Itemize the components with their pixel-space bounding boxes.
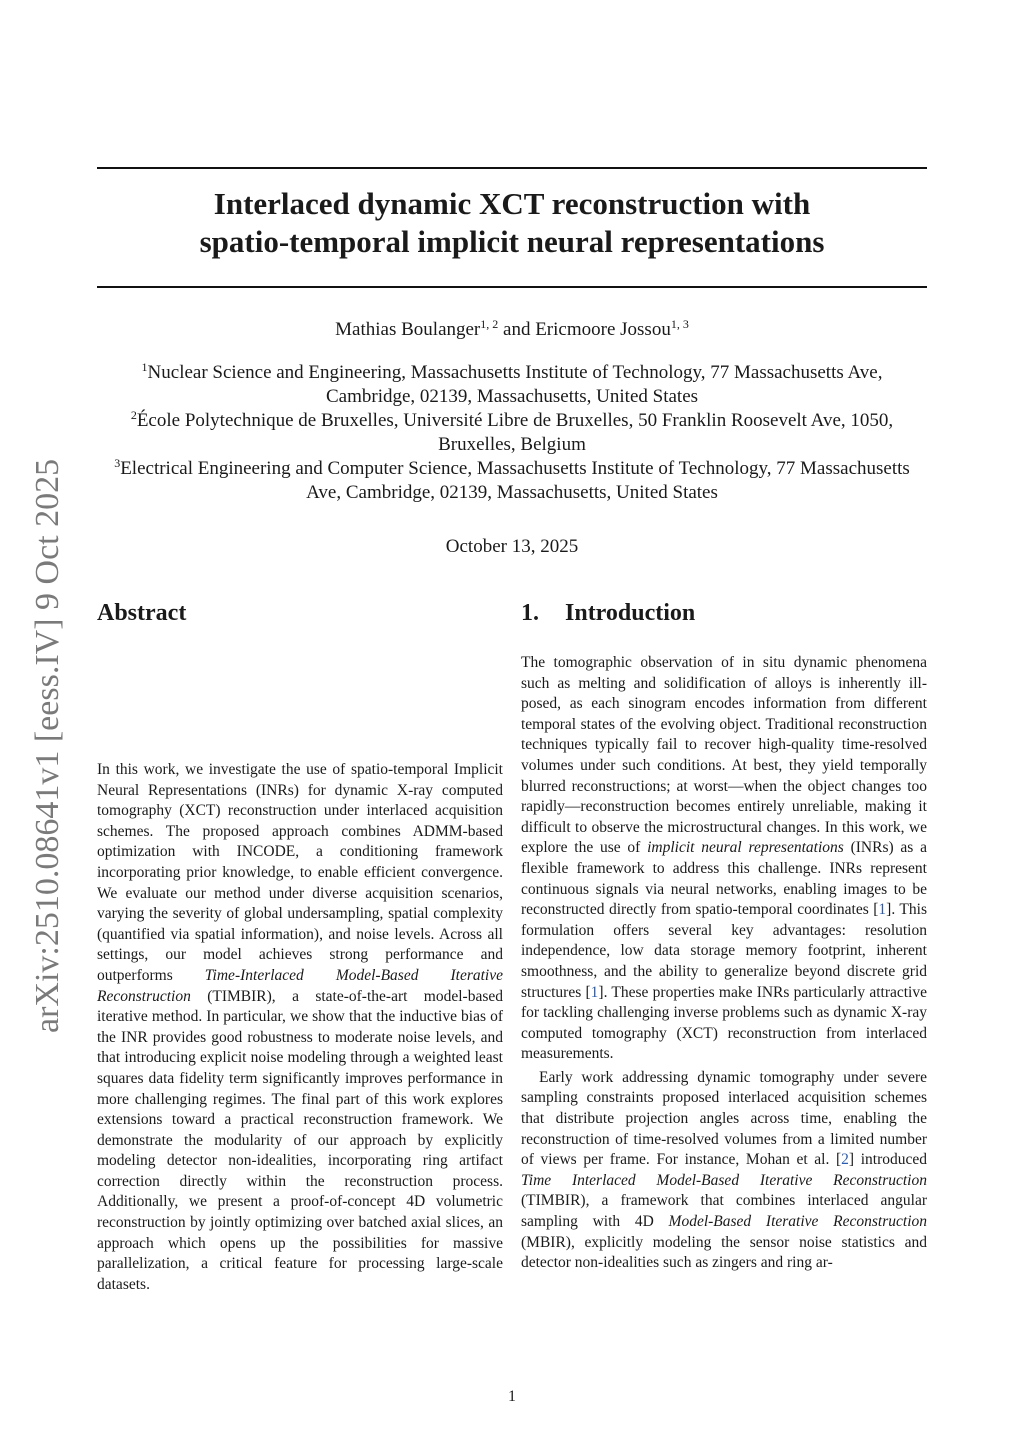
intro-text-segment: (TIMBIR), a framework that combines interlaced angular sampling with 4D xyxy=(521,1192,927,1231)
citation-link[interactable]: 1 xyxy=(590,983,599,1001)
affiliation-marker: 1 xyxy=(141,360,148,374)
intro-text-segment: ]. This formulation offers several key advantages: resolution independence, low data storage memory footprint, inherent smoothness, and the ability to generalize beyond discrete grid structures [ xyxy=(521,901,927,1001)
intro-text-segment: (MBIR), explicitly modeling the sensor noise statistics and detector non-idealities such as zingers and ring ar- xyxy=(521,1233,927,1272)
section-number: 1. xyxy=(521,600,539,626)
affiliation-2 xyxy=(97,409,927,457)
intro-text-segment: ] introduced xyxy=(848,1151,927,1169)
author-name: Mathias Boulanger xyxy=(335,319,481,340)
abstract-text-segment: (TIMBIR), a state-of-the-art model-based iterative method. In particular, we show that the inductive bias of the INR provides good robustness to moderate noise levels, and that introducing explicit noise modeling through a weighted least squares data fidelity term significantly improves performance in more challenging regimes. The final part of this work explores extensions toward a practical reconstruction framework. We demonstrate the modularity of our approach by explicitly modeling detector non-idealities, incorporating ring artifact correction directly within the reconstruction process. Additionally, we present a proof-of-concept 4D volumetric reconstruction by jointly optimizing over batched axial slices, an approach which opens up the possibilities for massive parallelization, a critical feature for processing large-scale datasets. xyxy=(97,987,503,1293)
intro-paragraph-2 xyxy=(521,1068,927,1274)
paper-title-line-2: spatio-temporal implicit neural representations xyxy=(199,224,825,259)
author-affiliation-marker: 1, 2 xyxy=(480,317,499,331)
affiliation-marker: 3 xyxy=(114,456,121,470)
intro-paragraph-1 xyxy=(521,653,927,1065)
affiliation-3 xyxy=(97,457,927,505)
arxiv-identifier-stamp: arXiv:2510.08641v1 [eess.IV] 9 Oct 2025 xyxy=(29,458,66,1033)
paper-title xyxy=(97,185,927,261)
author-affiliation-marker: 1, 3 xyxy=(670,317,689,331)
intro-text-segment: (INRs) as a flexible framework to address this challenge. INRs represent continuous signals via neural networks, enabling images to be reconstructed directly from spatio-temporal coordinates [ xyxy=(521,839,928,919)
page-number: 1 xyxy=(508,1388,516,1405)
author-list xyxy=(97,318,927,342)
affiliation-text: Electrical Engineering and Computer Science, Massachusetts Institute of Technology, 77 Massachusetts Ave, Cambridge, 02139, Massachusetts, United States xyxy=(120,458,910,503)
abstract-paragraph xyxy=(97,760,503,1295)
citation-link[interactable]: 2 xyxy=(841,1151,849,1169)
affiliations xyxy=(97,361,927,505)
introduction-heading xyxy=(521,600,695,627)
abstract-body xyxy=(97,760,503,1295)
introduction-body xyxy=(521,653,927,1274)
intro-text-segment: ]. These properties make INRs particularly attractive for tackling challenging inverse problems such as dynamic X-ray computed tomography (XCT) reconstruction from interlaced measurements. xyxy=(521,983,927,1063)
section-title: Introduction xyxy=(565,600,696,626)
intro-text-segment: The tomographic observation of in situ dynamic phenomena such as melting and solidification of alloys is inherently ill-posed, as each sinogram encodes information from different temporal states of the evolving object. Traditional reconstruction techniques typically fail to recover high-quality time-resolved volumes under such conditions. At best, they yield temporally blurred reconstructions; at worst—when the object changes too rapidly—reconstruction becomes entirely unreliable, making it difficult to observe the microstructural changes. In this work, we explore the use of xyxy=(521,654,927,857)
intro-italic-term: implicit neural representations xyxy=(647,839,844,857)
abstract-text-segment: In this work, we investigate the use of spatio-temporal Implicit Neural Representations (INRs) for dynamic X-ray computed tomography (XCT) reconstruction under interlaced acquisition schemes. The proposed approach combines ADMM-based optimization with INCODE, a conditioning framework incorporating prior knowledge, to enable efficient convergence. We evaluate our method under diverse acquisition scenarios, varying the severity of global undersampling, spatial complexity (quantified via spatial information), and noise levels. Across all settings, our model achieves strong performance and outperforms xyxy=(97,761,503,984)
top-rule xyxy=(97,167,927,169)
author-conjunction: and xyxy=(498,319,536,340)
affiliation-text: Nuclear Science and Engineering, Massachusetts Institute of Technology, 77 Massachusetts Ave, Cambridge, 02139, Massachusetts, United States xyxy=(147,362,883,407)
paper-title-line-1: Interlaced dynamic XCT reconstruction with xyxy=(213,186,811,221)
abstract-heading: Abstract xyxy=(97,600,187,626)
affiliation-1 xyxy=(97,361,927,409)
publication-date: October 13, 2025 xyxy=(445,536,579,557)
author-name: Ericmoore Jossou xyxy=(535,319,671,340)
bottom-title-rule xyxy=(97,286,927,288)
affiliation-text: École Polytechnique de Bruxelles, Université Libre de Bruxelles, 50 Franklin Roosevelt Ave, 1050, Bruxelles, Belgium xyxy=(136,410,894,455)
intro-italic-term: Model-Based Iterative Reconstruction xyxy=(668,1213,927,1231)
intro-italic-term: Time Interlaced Model-Based Iterative Reconstruction xyxy=(521,1171,927,1189)
affiliation-marker: 2 xyxy=(130,408,137,422)
abstract-italic-term: Time-Interlaced Model-Based Iterative Reconstruction xyxy=(97,966,503,1005)
intro-text-segment: Early work addressing dynamic tomography under severe sampling constraints proposed interlaced acquisition schemes that distribute projection angles across time, enabling the reconstruction of time-resolved volumes from a limited number of views per frame. For instance, Mohan et al. [ xyxy=(521,1068,927,1169)
citation-link[interactable]: 1 xyxy=(878,901,887,919)
